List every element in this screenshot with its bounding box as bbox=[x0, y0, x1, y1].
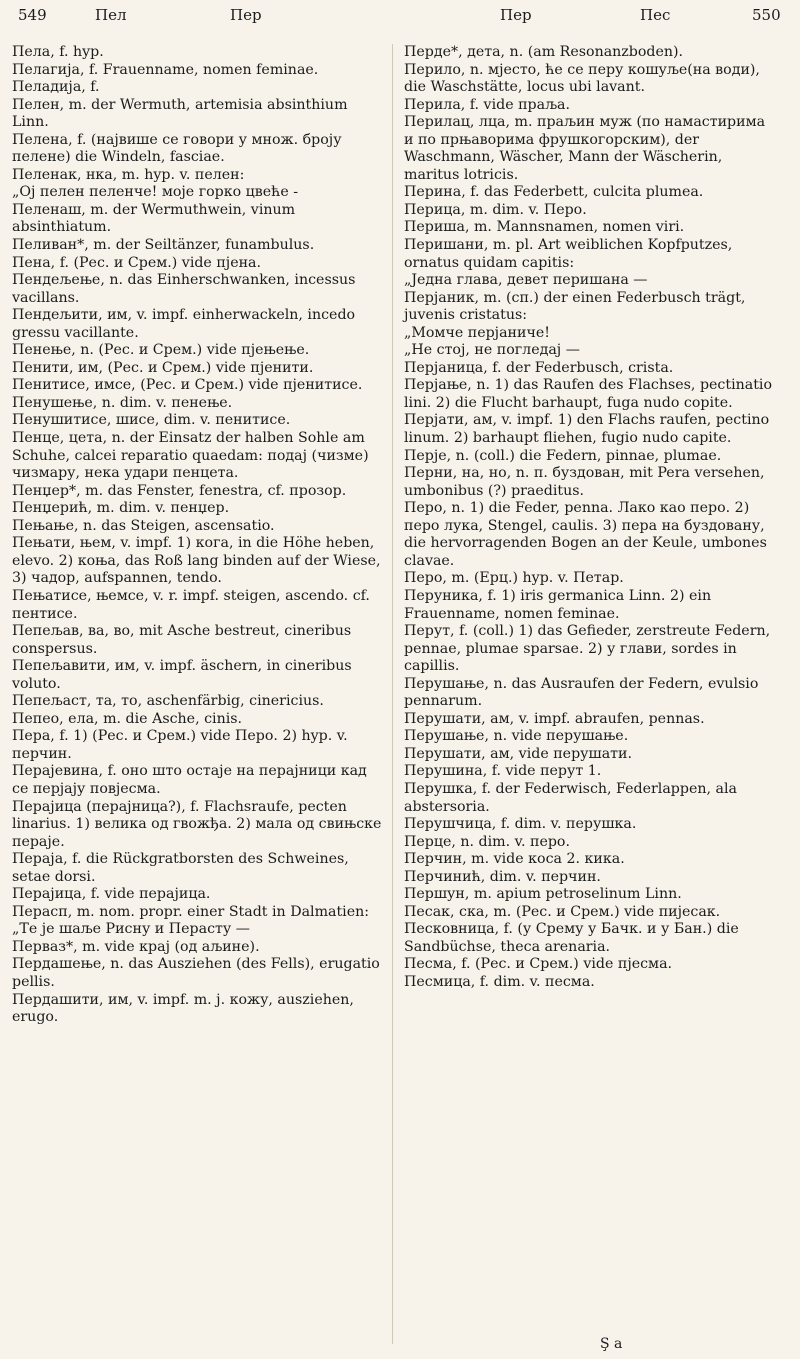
dictionary-entry: Перушање, n. vide перушање. bbox=[404, 728, 629, 745]
dictionary-entry: Перо, m. (Ерц.) hyp. v. Петар. bbox=[404, 570, 624, 587]
dictionary-entry: Пена, f. (Рес. и Срем.) vide пјена. bbox=[12, 254, 262, 271]
dictionary-entry: Перо, n. 1) die Feder, penna. Лако као перо. 2) перо лука, Stengel, caulis. 3) пера на буздовану, die hervorragenden Bogen an der Keule, umbones clavae. bbox=[404, 500, 767, 569]
dictionary-entry: Пенџер*, m. das Fenster, fenestra, cf. прозор. bbox=[12, 482, 347, 499]
dictionary-entry: Пеленаш, m. der Wermuthwein, vinum absinthiatum. bbox=[12, 201, 296, 236]
dictionary-entry: Перчин, m. vide коса 2. кика. bbox=[404, 851, 625, 868]
right-column bbox=[404, 44, 778, 992]
dictionary-entry: „Једна глава, девет перишана — bbox=[404, 272, 648, 289]
dictionary-entry: Пенце, цета, n. der Einsatz der halben Sohle am Schuhe, calcei reparatio quaedam: подај (чизме) чизмару, нека удари пенцета. bbox=[12, 430, 369, 482]
dictionary-entry: Песма, f. (Рес. и Срем.) vide пјесма. bbox=[404, 956, 673, 973]
dictionary-entry: Першун, m. apium petroselinum Linn. bbox=[404, 886, 682, 903]
dictionary-entry: Пераја, f. die Rückgratborsten des Schweines, setae dorsi. bbox=[12, 851, 349, 885]
right-guide-word-a: Пер bbox=[500, 6, 532, 24]
dictionary-entry: Песковница, f. (у Срему у Бачк. и у Бан.) die Sandbüchse, theca arenaria. bbox=[404, 921, 739, 955]
dictionary-entry: Пепео, ела, m. die Asche, cinis. bbox=[12, 710, 243, 727]
dictionary-entry: Пердашити, им, v. impf. m. j. кожу, ausziehen, erugo. bbox=[12, 991, 354, 1026]
dictionary-entry: „Момче перјаниче! bbox=[404, 324, 550, 341]
dictionary-entry: „Не стој, не погледај — bbox=[404, 342, 580, 359]
dictionary-entry: Пењати, њем, v. impf. 1) кога, in die Höhe heben, elevo. 2) коња, das Roß lang binden auf der Wiese, 3) чадор, aufspannen, tendo. bbox=[12, 535, 381, 587]
dictionary-entry: Перјаница, f. der Federbusch, crista. bbox=[404, 359, 674, 376]
column-divider bbox=[392, 44, 393, 1344]
dictionary-entry: Перила, f. vide праља. bbox=[404, 96, 571, 113]
dictionary-entry: Пендељење, n. das Einherschwanken, incessus vacillans. bbox=[12, 272, 356, 306]
dictionary-entry: Пелен, m. der Wermuth, artemisia absinthium Linn. bbox=[12, 96, 348, 131]
dictionary-entry: Перјаник, m. (сп.) der einen Federbusch trägt, juvenis cristatus: bbox=[404, 289, 746, 324]
dictionary-entry: Пердашење, n. das Ausziehen (des Fells), erugatio pellis. bbox=[12, 956, 380, 990]
right-page-number: 550 bbox=[752, 6, 781, 24]
dictionary-entry: Перваз*, m. vide крај (од аљине). bbox=[12, 938, 260, 955]
dictionary-entry: Пенушење, n. dim. v. пенење. bbox=[12, 394, 233, 411]
dictionary-entry: Пепељав, ва, во, mit Asche bestreut, cineribus conspersus. bbox=[12, 623, 352, 657]
page-header bbox=[0, 6, 800, 36]
dictionary-entry: Перишани, m. pl. Art weiblichen Kopfputzes, ornatus quidam capitis: bbox=[404, 237, 733, 271]
dictionary-entry: Перни, на, но, n. п. буздован, mit Pera versehen, umbonibus (?) praeditus. bbox=[404, 465, 765, 499]
dictionary-entry: Перушчица, f. dim. v. перушка. bbox=[404, 816, 637, 833]
dictionary-entry: Пеленак, нка, m. hyp. v. пелен: bbox=[12, 166, 245, 183]
dictionary-entry: Пеливан*, m. der Seiltänzer, funambulus. bbox=[12, 237, 315, 254]
dictionary-entry: Перушка, f. der Federwisch, Federlappen, ala abstersoria. bbox=[404, 780, 737, 815]
dictionary-entry: Перде*, дета, n. (am Resonanzboden). bbox=[404, 44, 684, 60]
left-page-number: 549 bbox=[18, 6, 47, 24]
signature-mark: Ş a bbox=[600, 1336, 623, 1352]
dictionary-entry: „Те је шаље Рисну и Перасту — bbox=[12, 921, 250, 938]
dictionary-entry: Перајица, f. vide перајица. bbox=[12, 886, 211, 903]
dictionary-entry: Пенушитисе, шисе, dim. v. пенитисе. bbox=[12, 412, 291, 429]
dictionary-entry: Перчинић, dim. v. перчин. bbox=[404, 868, 601, 885]
dictionary-entry: Пепељаст, та, то, aschenfärbig, cinericius. bbox=[12, 693, 324, 710]
dictionary-entry: Перајица (перајница?), f. Flachsraufe, pecten linarius. 1) велика од гвожђа. 2) мала од свињске пераје. bbox=[12, 798, 382, 850]
dictionary-entry: Периша, m. Mannsnamen, nomen viri. bbox=[404, 219, 685, 236]
dictionary-entry: Перина, f. das Federbett, culcita plumea. bbox=[404, 184, 704, 201]
dictionary-entry: Перјање, n. 1) das Raufen des Flachses, pectinatio lini. 2) die Flucht barhaupt, fuga nudo copite. bbox=[404, 377, 772, 411]
dictionary-entry: Перце, n. dim. v. перо. bbox=[404, 833, 570, 850]
dictionary-entry: Перасп, m. nom. propr. einer Stadt in Dalmatien: bbox=[12, 903, 370, 920]
dictionary-entry: Пела, f. hyp. bbox=[12, 44, 104, 60]
dictionary-entry: Перајевина, f. оно што остаје на перајници кад се перјају повјесма. bbox=[12, 763, 367, 797]
left-column bbox=[12, 44, 386, 1027]
dictionary-entry: Перјати, ам, v. impf. 1) den Flachs raufen, pectino linum. 2) barhaupt fliehen, fugio nudo capite. bbox=[404, 412, 770, 447]
dictionary-entry: Пелена, f. (највише се говори у множ. броју пелене) die Windeln, fasciae. bbox=[12, 131, 342, 166]
dictionary-entry: Пењање, n. das Steigen, ascensatio. bbox=[12, 517, 275, 534]
dictionary-entry: Перушање, n. das Ausraufen der Federn, evulsio pennarum. bbox=[404, 675, 759, 710]
dictionary-entry: Пепељавити, им, v. impf. äschern, in cineribus voluto. bbox=[12, 658, 352, 692]
left-guide-word-a: Пел bbox=[95, 6, 127, 24]
dictionary-entry: Перушина, f. vide перут 1. bbox=[404, 763, 602, 780]
dictionary-entry: Пенити, им, (Рес. и Срем.) vide пјенити. bbox=[12, 359, 314, 376]
dictionary-entry: Песмица, f. dim. v. песма. bbox=[404, 973, 595, 990]
dictionary-entry: Перушати, ам, vide перушати. bbox=[404, 745, 632, 762]
dictionary-entry: Перилац, лца, m. праљин муж (по намастирима и по прњаворима фрушкогорским), der Waschmann, Wäscher, Mann der Wäscherin, maritus lotricis. bbox=[404, 114, 766, 183]
dictionary-entry: Пенење, n. (Рес. и Срем.) vide пјењење. bbox=[12, 342, 310, 359]
dictionary-entry: Перут, f. (coll.) 1) das Gefieder, zerstreute Federn, pennae, plumae sparsae. 2) у глави, sordes in capillis. bbox=[404, 623, 771, 675]
dictionary-entry: „Oj пелен пеленче! моје горко цвеће - bbox=[12, 184, 299, 201]
dictionary-entry: Пенџерић, m. dim. v. пенџер. bbox=[12, 500, 230, 517]
dictionary-entry: Песак, ска, m. (Рес. и Срем.) vide пијесак. bbox=[404, 903, 721, 920]
dictionary-entry: Пера, f. 1) (Рес. и Срем.) vide Перо. 2) hyp. v. перчин. bbox=[12, 728, 348, 762]
dictionary-entry: Пеладија, f. bbox=[12, 79, 100, 96]
dictionary-entry: Перица, m. dim. v. Перо. bbox=[404, 201, 587, 218]
dictionary-entry: Пенитисе, имсе, (Рес. и Срем.) vide пјенитисе. bbox=[12, 377, 363, 394]
dictionary-entry: Пењатисе, њемсе, v. r. impf. steigen, ascendo. cf. пентисе. bbox=[12, 587, 370, 622]
dictionary-entry: Перје, n. (coll.) die Federn, pinnae, plumae. bbox=[404, 447, 722, 464]
left-guide-word-b: Пер bbox=[230, 6, 262, 24]
dictionary-entry: Пендељити, им, v. impf. einherwackeln, incedo gressu vacillante. bbox=[12, 307, 356, 341]
dictionary-entry: Перуника, f. 1) iris germanica Linn. 2) ein Frauenname, nomen feminae. bbox=[404, 587, 712, 622]
dictionary-entry: Перушати, ам, v. impf. abraufen, pennas. bbox=[404, 710, 705, 727]
right-guide-word-b: Пес bbox=[640, 6, 671, 24]
dictionary-entry: Перило, n. мјесто, ће се перу кошуље(на води), die Waschstätte, locus ubi lavant. bbox=[404, 61, 760, 96]
dictionary-entry: Пелагија, f. Frauenname, nomen feminae. bbox=[12, 61, 319, 78]
